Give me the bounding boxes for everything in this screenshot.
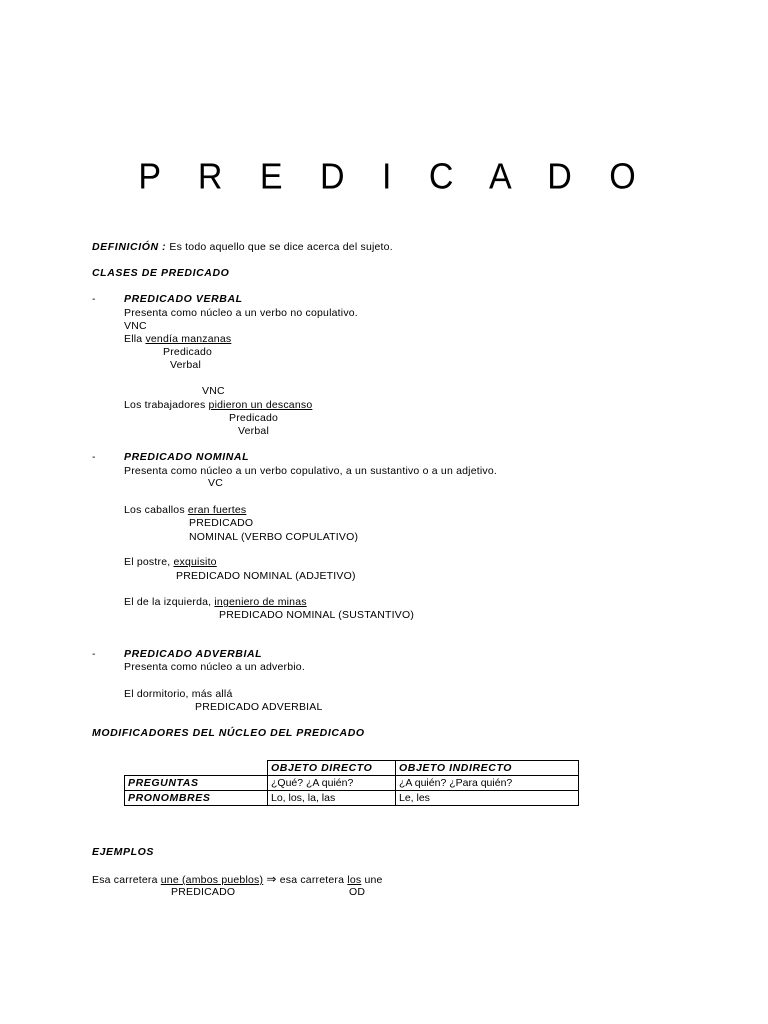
table-row-label: PREGUNTAS bbox=[125, 776, 268, 791]
table-cell-od: Lo, los, la, las bbox=[268, 791, 396, 806]
nominal-tag: VC bbox=[208, 477, 223, 489]
table-row-label: PRONOMBRES bbox=[125, 791, 268, 806]
page-title: P R E D I C A D O bbox=[138, 157, 650, 197]
verbal-ex1-prefix: Ella bbox=[124, 333, 146, 345]
nominal-ex2-predicate: exquisito bbox=[173, 556, 217, 568]
clases-heading: CLASES DE PREDICADO bbox=[92, 267, 230, 279]
adverbial-bullet: - bbox=[92, 648, 96, 660]
definition-text: Es todo aquello que se dice acerca del sujeto. bbox=[169, 241, 393, 253]
ejemplos-object: los bbox=[347, 874, 362, 886]
verbal-ex2-predicate: pidieron un descanso bbox=[208, 399, 313, 411]
modificadores-heading: MODIFICADORES DEL NÚCLEO DEL PREDICADO bbox=[92, 727, 365, 739]
nominal-heading: PREDICADO NOMINAL bbox=[124, 451, 250, 463]
table-row bbox=[125, 791, 579, 806]
nominal-ex2-prefix: El postre, bbox=[124, 556, 174, 568]
definition-label: DEFINICIÓN : bbox=[92, 241, 167, 253]
nominal-ex1-prefix: Los caballos bbox=[124, 504, 188, 516]
verbal-ex1-predicate: vendía manzanas bbox=[145, 333, 232, 345]
verbal-description: Presenta como núcleo a un verbo no copulativo. bbox=[124, 307, 358, 319]
verbal-heading: PREDICADO VERBAL bbox=[124, 293, 243, 305]
ejemplos-heading: EJEMPLOS bbox=[92, 846, 154, 858]
nominal-ex3-prefix: El de la izquierda, bbox=[124, 596, 215, 608]
nominal-ex1-label2: NOMINAL (VERBO COPULATIVO) bbox=[189, 531, 359, 543]
verbal-ex1-label2: Verbal bbox=[170, 359, 201, 371]
table-header-row bbox=[125, 761, 579, 776]
nominal-ex3-label: PREDICADO NOMINAL (SUSTANTIVO) bbox=[219, 609, 415, 621]
ejemplos-label1: PREDICADO bbox=[171, 886, 236, 898]
nominal-ex1-predicate: eran fuertes bbox=[187, 504, 247, 516]
nominal-ex3-predicate: ingeniero de minas bbox=[214, 596, 307, 608]
table-header-oi: OBJETO INDIRECTO bbox=[396, 761, 579, 776]
verbal-ex2-label2: Verbal bbox=[238, 425, 269, 437]
table-row bbox=[125, 776, 579, 791]
ejemplos-prefix: Esa carretera bbox=[92, 874, 161, 886]
ejemplos-predicate: une (ambos pueblos) bbox=[160, 874, 264, 886]
table-cell-oi: ¿A quién? ¿Para quién? bbox=[396, 776, 579, 791]
nominal-ex1-label1: PREDICADO bbox=[189, 517, 254, 529]
table-header-od: OBJETO DIRECTO bbox=[268, 761, 396, 776]
nominal-description: Presenta como núcleo a un verbo copulativo, a un sustantivo o a un adjetivo. bbox=[124, 465, 498, 477]
verbal-ex1-sentence bbox=[124, 333, 231, 346]
adverbial-description: Presenta como núcleo a un adverbio. bbox=[124, 661, 305, 673]
verbal-ex2-tag: VNC bbox=[202, 385, 225, 397]
table-corner-cell bbox=[125, 761, 268, 776]
adverbial-ex-sentence bbox=[124, 688, 232, 701]
ejemplos-post-end: une bbox=[361, 874, 383, 886]
adverbial-ex-label: PREDICADO ADVERBIAL bbox=[195, 701, 323, 713]
definition-line bbox=[92, 241, 393, 254]
table-cell-oi: Le, les bbox=[396, 791, 579, 806]
adverbial-heading: PREDICADO ADVERBIAL bbox=[124, 648, 263, 660]
adverbial-ex-prefix: El dormitorio, bbox=[124, 688, 192, 700]
nominal-ex1-sentence bbox=[124, 504, 246, 517]
table-cell-od: ¿Qué? ¿A quién? bbox=[268, 776, 396, 791]
ejemplos-post-prefix: esa carretera bbox=[276, 874, 348, 886]
verbal-bullet: - bbox=[92, 293, 96, 305]
adverbial-ex-predicate: más allá bbox=[191, 688, 233, 700]
nominal-bullet: - bbox=[92, 451, 96, 463]
ejemplos-sentence bbox=[92, 873, 383, 887]
verbal-ex1-label1: Predicado bbox=[163, 346, 213, 358]
nominal-ex2-sentence bbox=[124, 556, 217, 569]
verbal-ex2-label1: Predicado bbox=[229, 412, 279, 424]
ejemplos-label2: OD bbox=[349, 886, 366, 898]
verbal-ex1-tag: VNC bbox=[124, 320, 147, 332]
nominal-ex2-label: PREDICADO NOMINAL (ADJETIVO) bbox=[176, 570, 356, 582]
nominal-ex3-sentence bbox=[124, 596, 307, 609]
verbal-ex2-sentence bbox=[124, 399, 312, 412]
modifiers-table bbox=[124, 760, 579, 806]
implies-arrow-icon: ⇒ bbox=[266, 872, 277, 886]
verbal-ex2-prefix: Los trabajadores bbox=[124, 399, 209, 411]
